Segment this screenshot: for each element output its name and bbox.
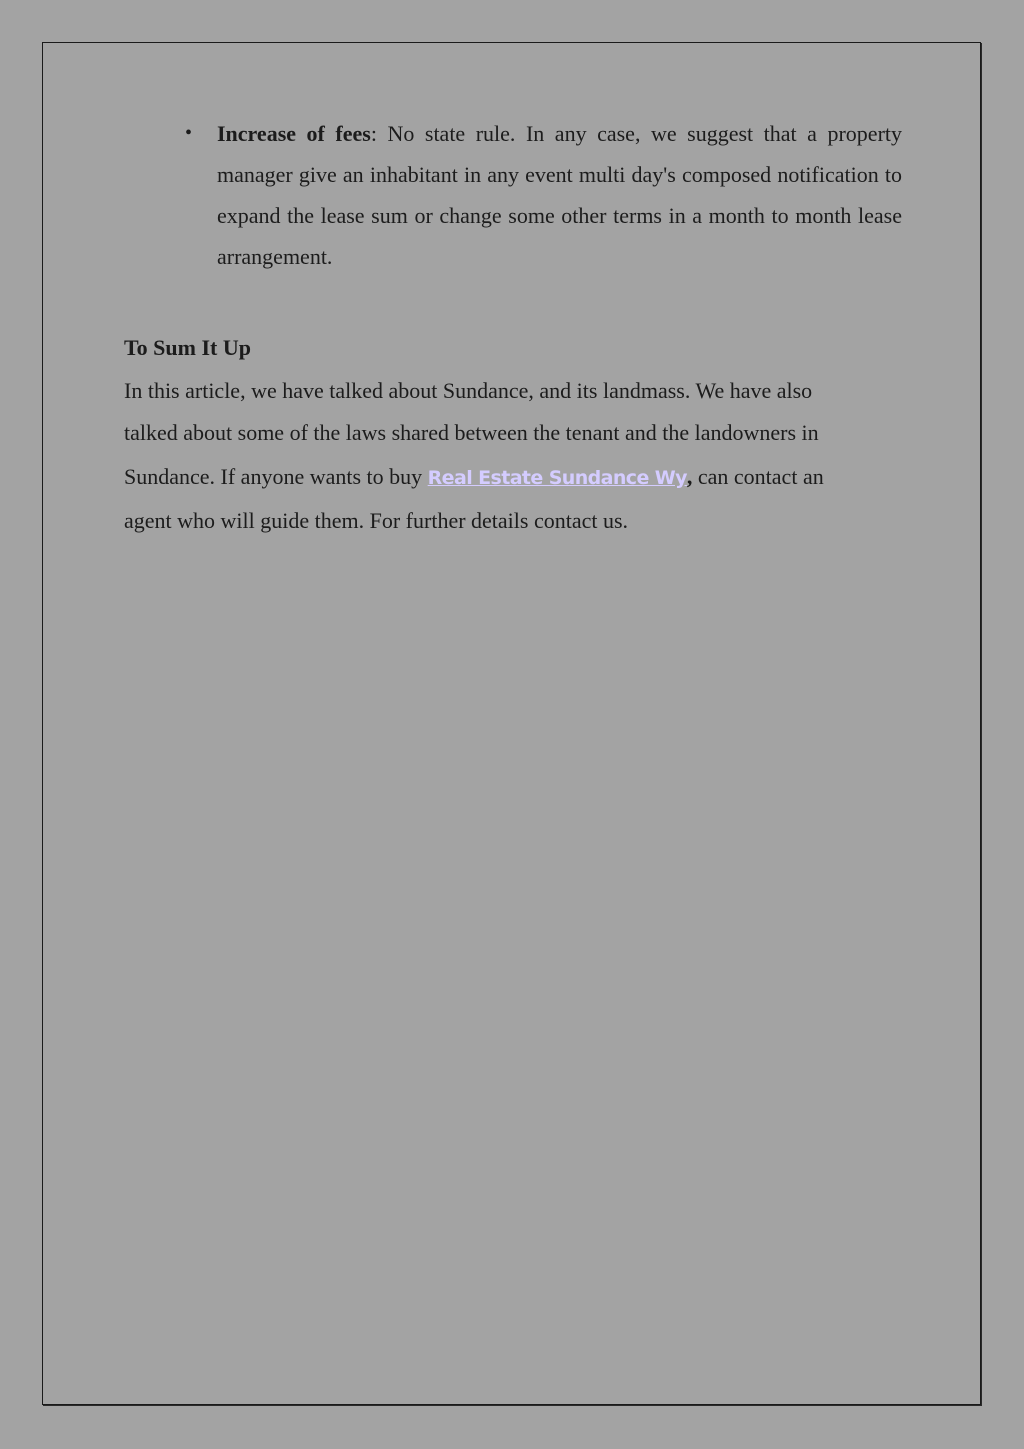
- bullet-list: [185, 113, 903, 277]
- real-estate-link[interactable]: Real Estate Sundance Wy: [427, 467, 687, 489]
- summary-paragraph: [124, 370, 904, 542]
- summary-line-3-start: Sundance. If anyone wants to buy: [124, 464, 428, 489]
- list-item-increase-of-fees: [185, 113, 903, 277]
- summary-line-2: talked about some of the laws shared between the tenant and the landowners in: [124, 420, 819, 445]
- summary-line-3-end: can contact an: [692, 464, 824, 489]
- summary-line-1: In this article, we have talked about Sundance, and its landmass. We have also: [124, 378, 813, 403]
- summary-line-4: agent who will guide them. For further details contact us.: [124, 508, 629, 533]
- summary-line-3: [124, 454, 904, 500]
- bullet-dot-icon: •: [185, 122, 193, 144]
- link-comma: ,: [686, 464, 693, 489]
- section-heading: To Sum It Up: [124, 335, 251, 360]
- bullet-term: Increase of fees: [217, 121, 371, 146]
- bullet-text: : No state rule. In any case, we suggest that a property manager give an inhabitant in any event multi day's composed notification to expand the lease sum or change some other terms in a month to month lease arrangement.: [217, 121, 903, 269]
